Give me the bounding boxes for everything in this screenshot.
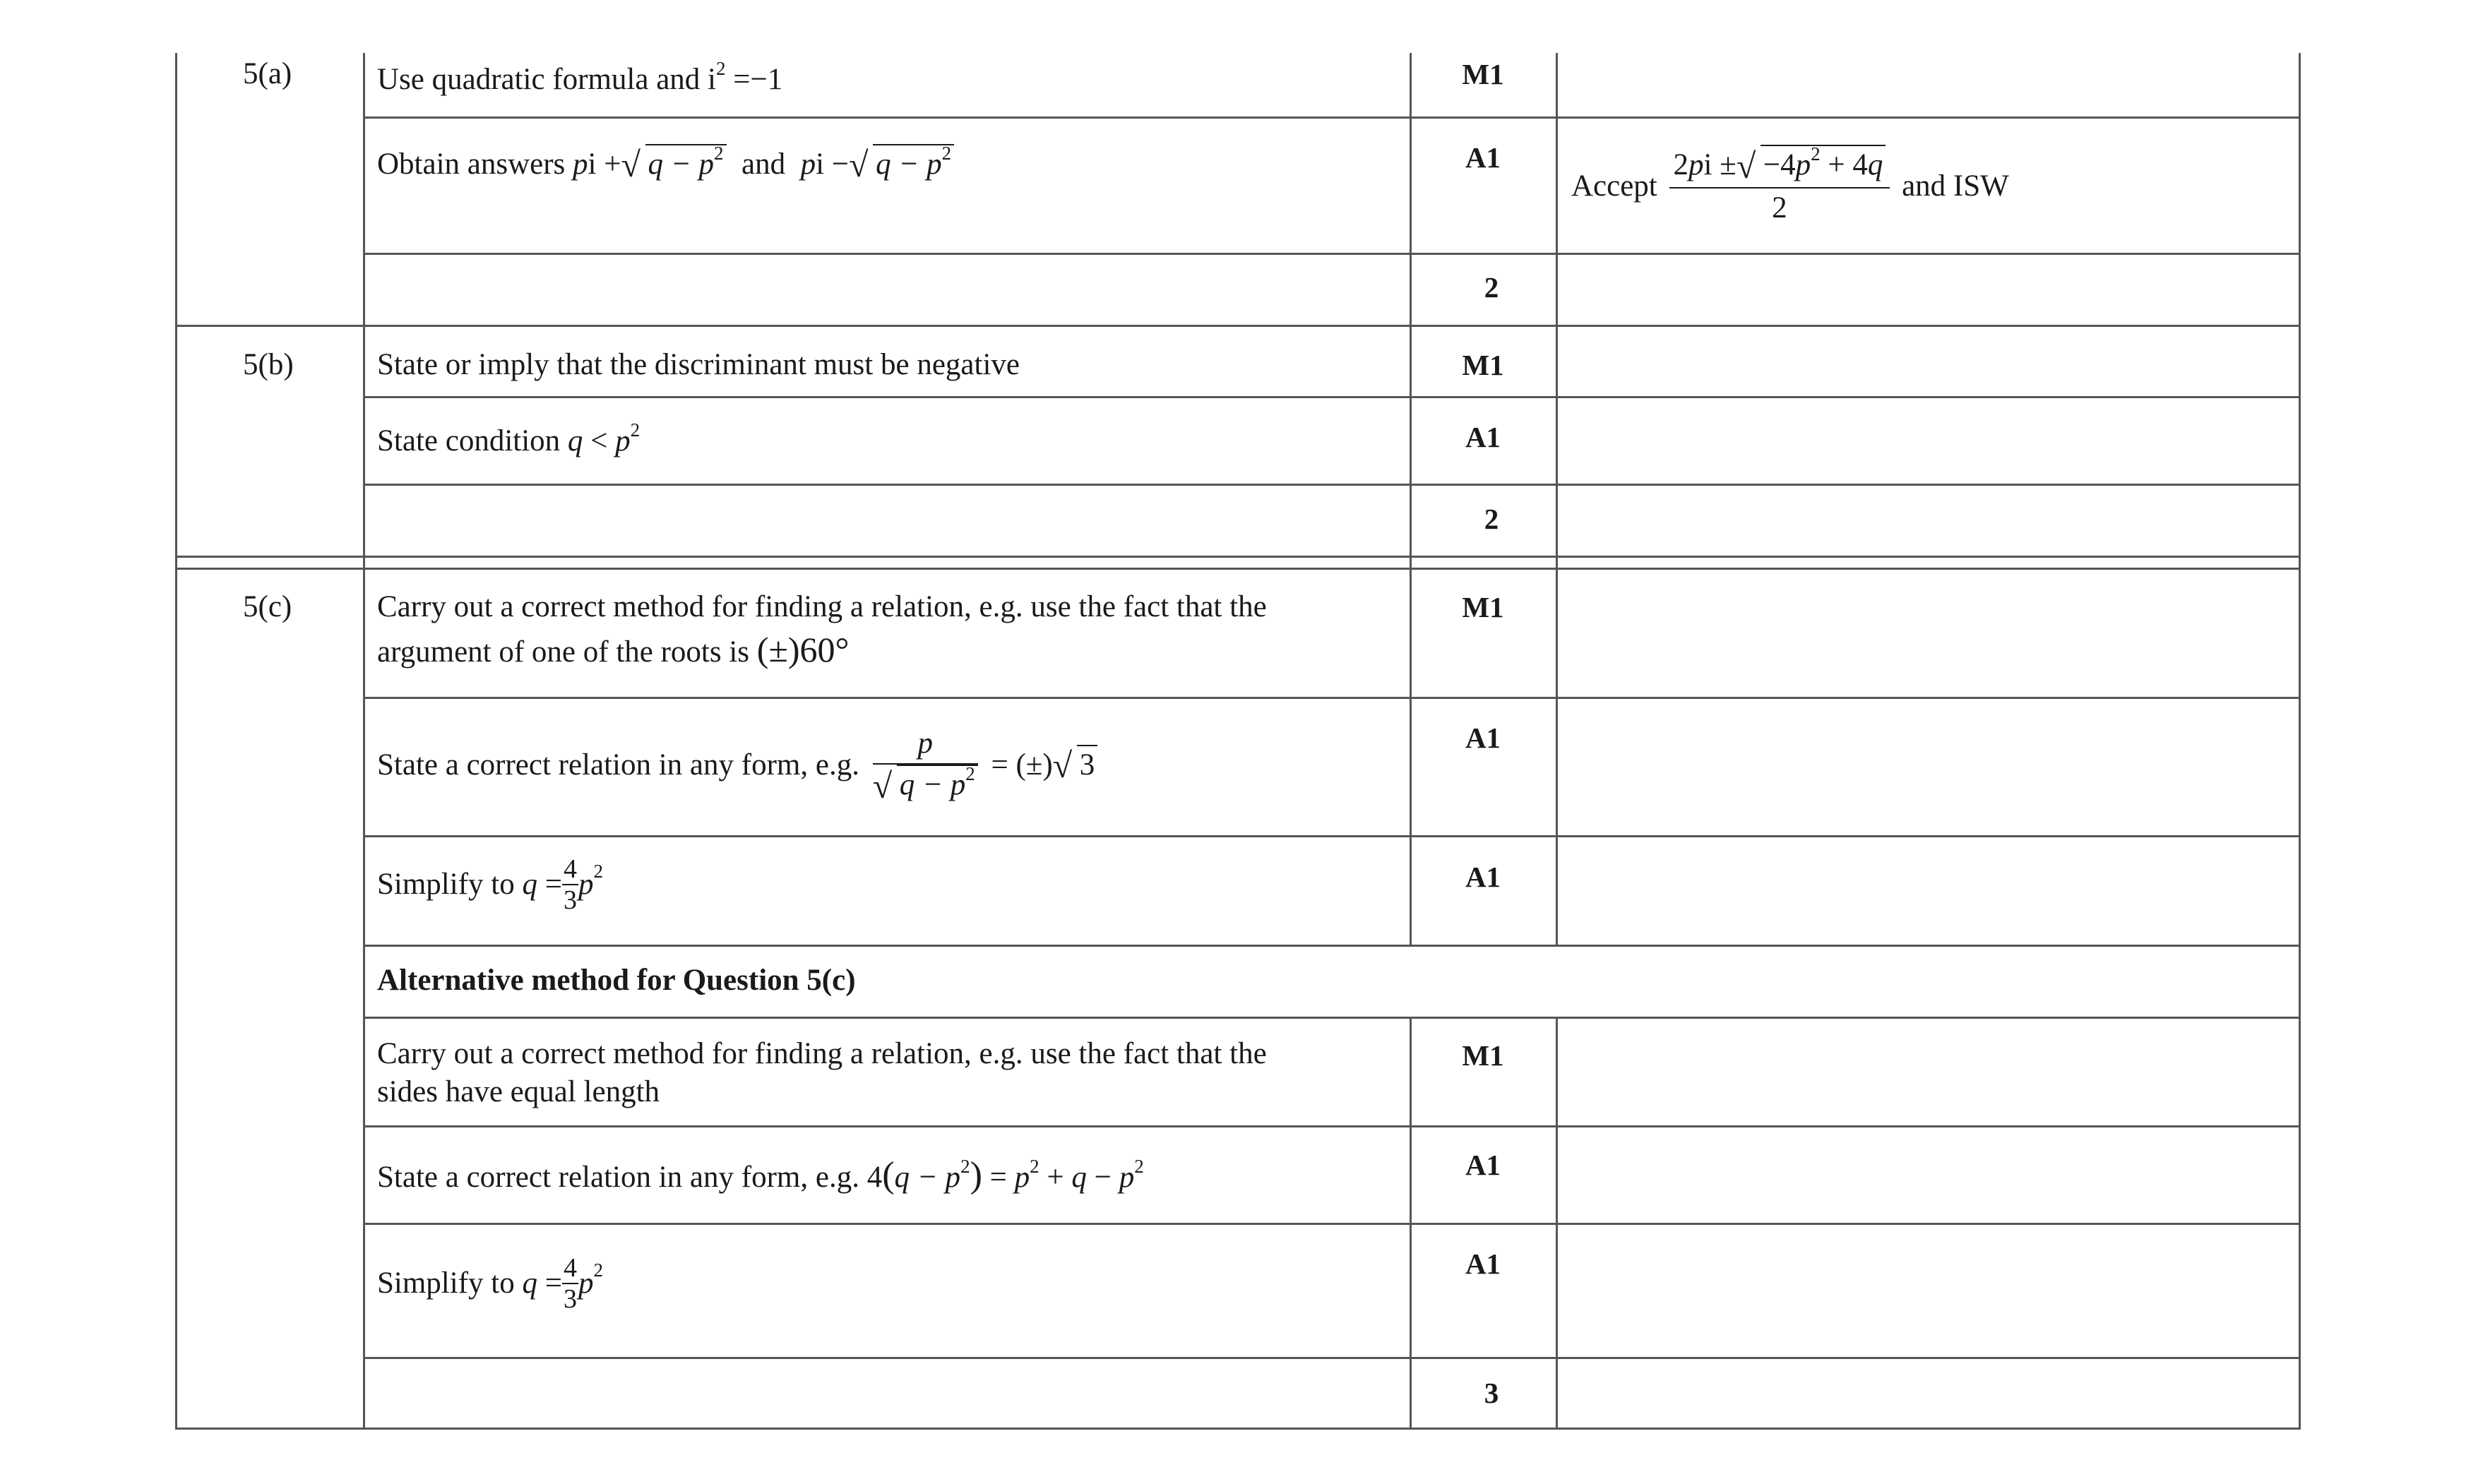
answer-text: argument of one of the roots is (±)60° [377,630,850,669]
answer-text: State or imply that the discriminant must be negative [377,348,1020,381]
mark-total: 2 [1484,271,1499,304]
mark-total: 2 [1484,503,1499,535]
answer-text: State a correct relation in any form, e.g. p √ $q - p^2$ = (±) √ 3 [377,724,1097,807]
mark-scheme-table [175,53,2301,1430]
answer-text: Simplify to q = $\frac{4}{3}$ $p^2$ [377,854,603,915]
row-divider [363,484,2301,486]
row-divider [363,1125,2301,1127]
row-divider [363,835,2301,837]
row-divider [363,1223,2301,1225]
mark-label: M1 [1462,58,1504,90]
row-divider [363,945,2301,947]
row-divider [363,1357,2301,1359]
section-divider-double [175,556,2301,558]
table-border-bottom [175,1428,2301,1430]
answer-text: State condition $q < p^2$ [377,419,641,457]
mark-label: A1 [1465,861,1501,893]
answer-text: sides have equal length [377,1075,660,1108]
mark-label: M1 [1462,349,1504,381]
mark-label: M1 [1462,1039,1504,1072]
mark-total: 3 [1484,1377,1499,1409]
answer-text: Carry out a correct method for finding a relation, e.g. use the fact that the [377,590,1267,623]
answer-text: State a correct relation in any form, e.g. $4(q - p^2) = p^2 + q - p^2$ [377,1155,1144,1195]
section-divider [175,325,2301,327]
row-divider [363,253,2301,255]
question-number: 5(c) [243,590,292,623]
column-divider-marks [1410,53,1412,945]
section-divider-double [175,568,2301,570]
mark-label: A1 [1465,1247,1501,1280]
answer-text: Simplify to q = $\frac{4}{3}$ $p^2$ [377,1253,603,1314]
mark-label: A1 [1465,722,1501,754]
question-number: 5(a) [243,57,292,90]
answer-text: Carry out a correct method for finding a relation, e.g. use the fact that the [377,1037,1267,1070]
row-divider [363,697,2301,699]
answer-text: Obtain answers pi + √ $q - p^2$ and pi − √ $q - p^2$ [377,143,954,186]
answer-text: Use quadratic formula and $i^2 =-1$ [377,58,783,96]
mark-label: M1 [1462,591,1504,623]
question-number: 5(b) [243,348,294,381]
table-border-left [175,53,177,1430]
alternative-method-heading: Alternative method for Question 5(c) [377,964,856,997]
mark-label: A1 [1465,1149,1501,1181]
row-divider [363,396,2301,398]
mark-label: A1 [1465,141,1501,174]
mark-label: A1 [1465,421,1501,453]
row-divider [363,116,2301,119]
guidance-text: Accept 2pi ± √ $-4p^2 + 4q$ 2 and ISW [1571,143,2009,225]
row-divider [363,1017,2301,1019]
